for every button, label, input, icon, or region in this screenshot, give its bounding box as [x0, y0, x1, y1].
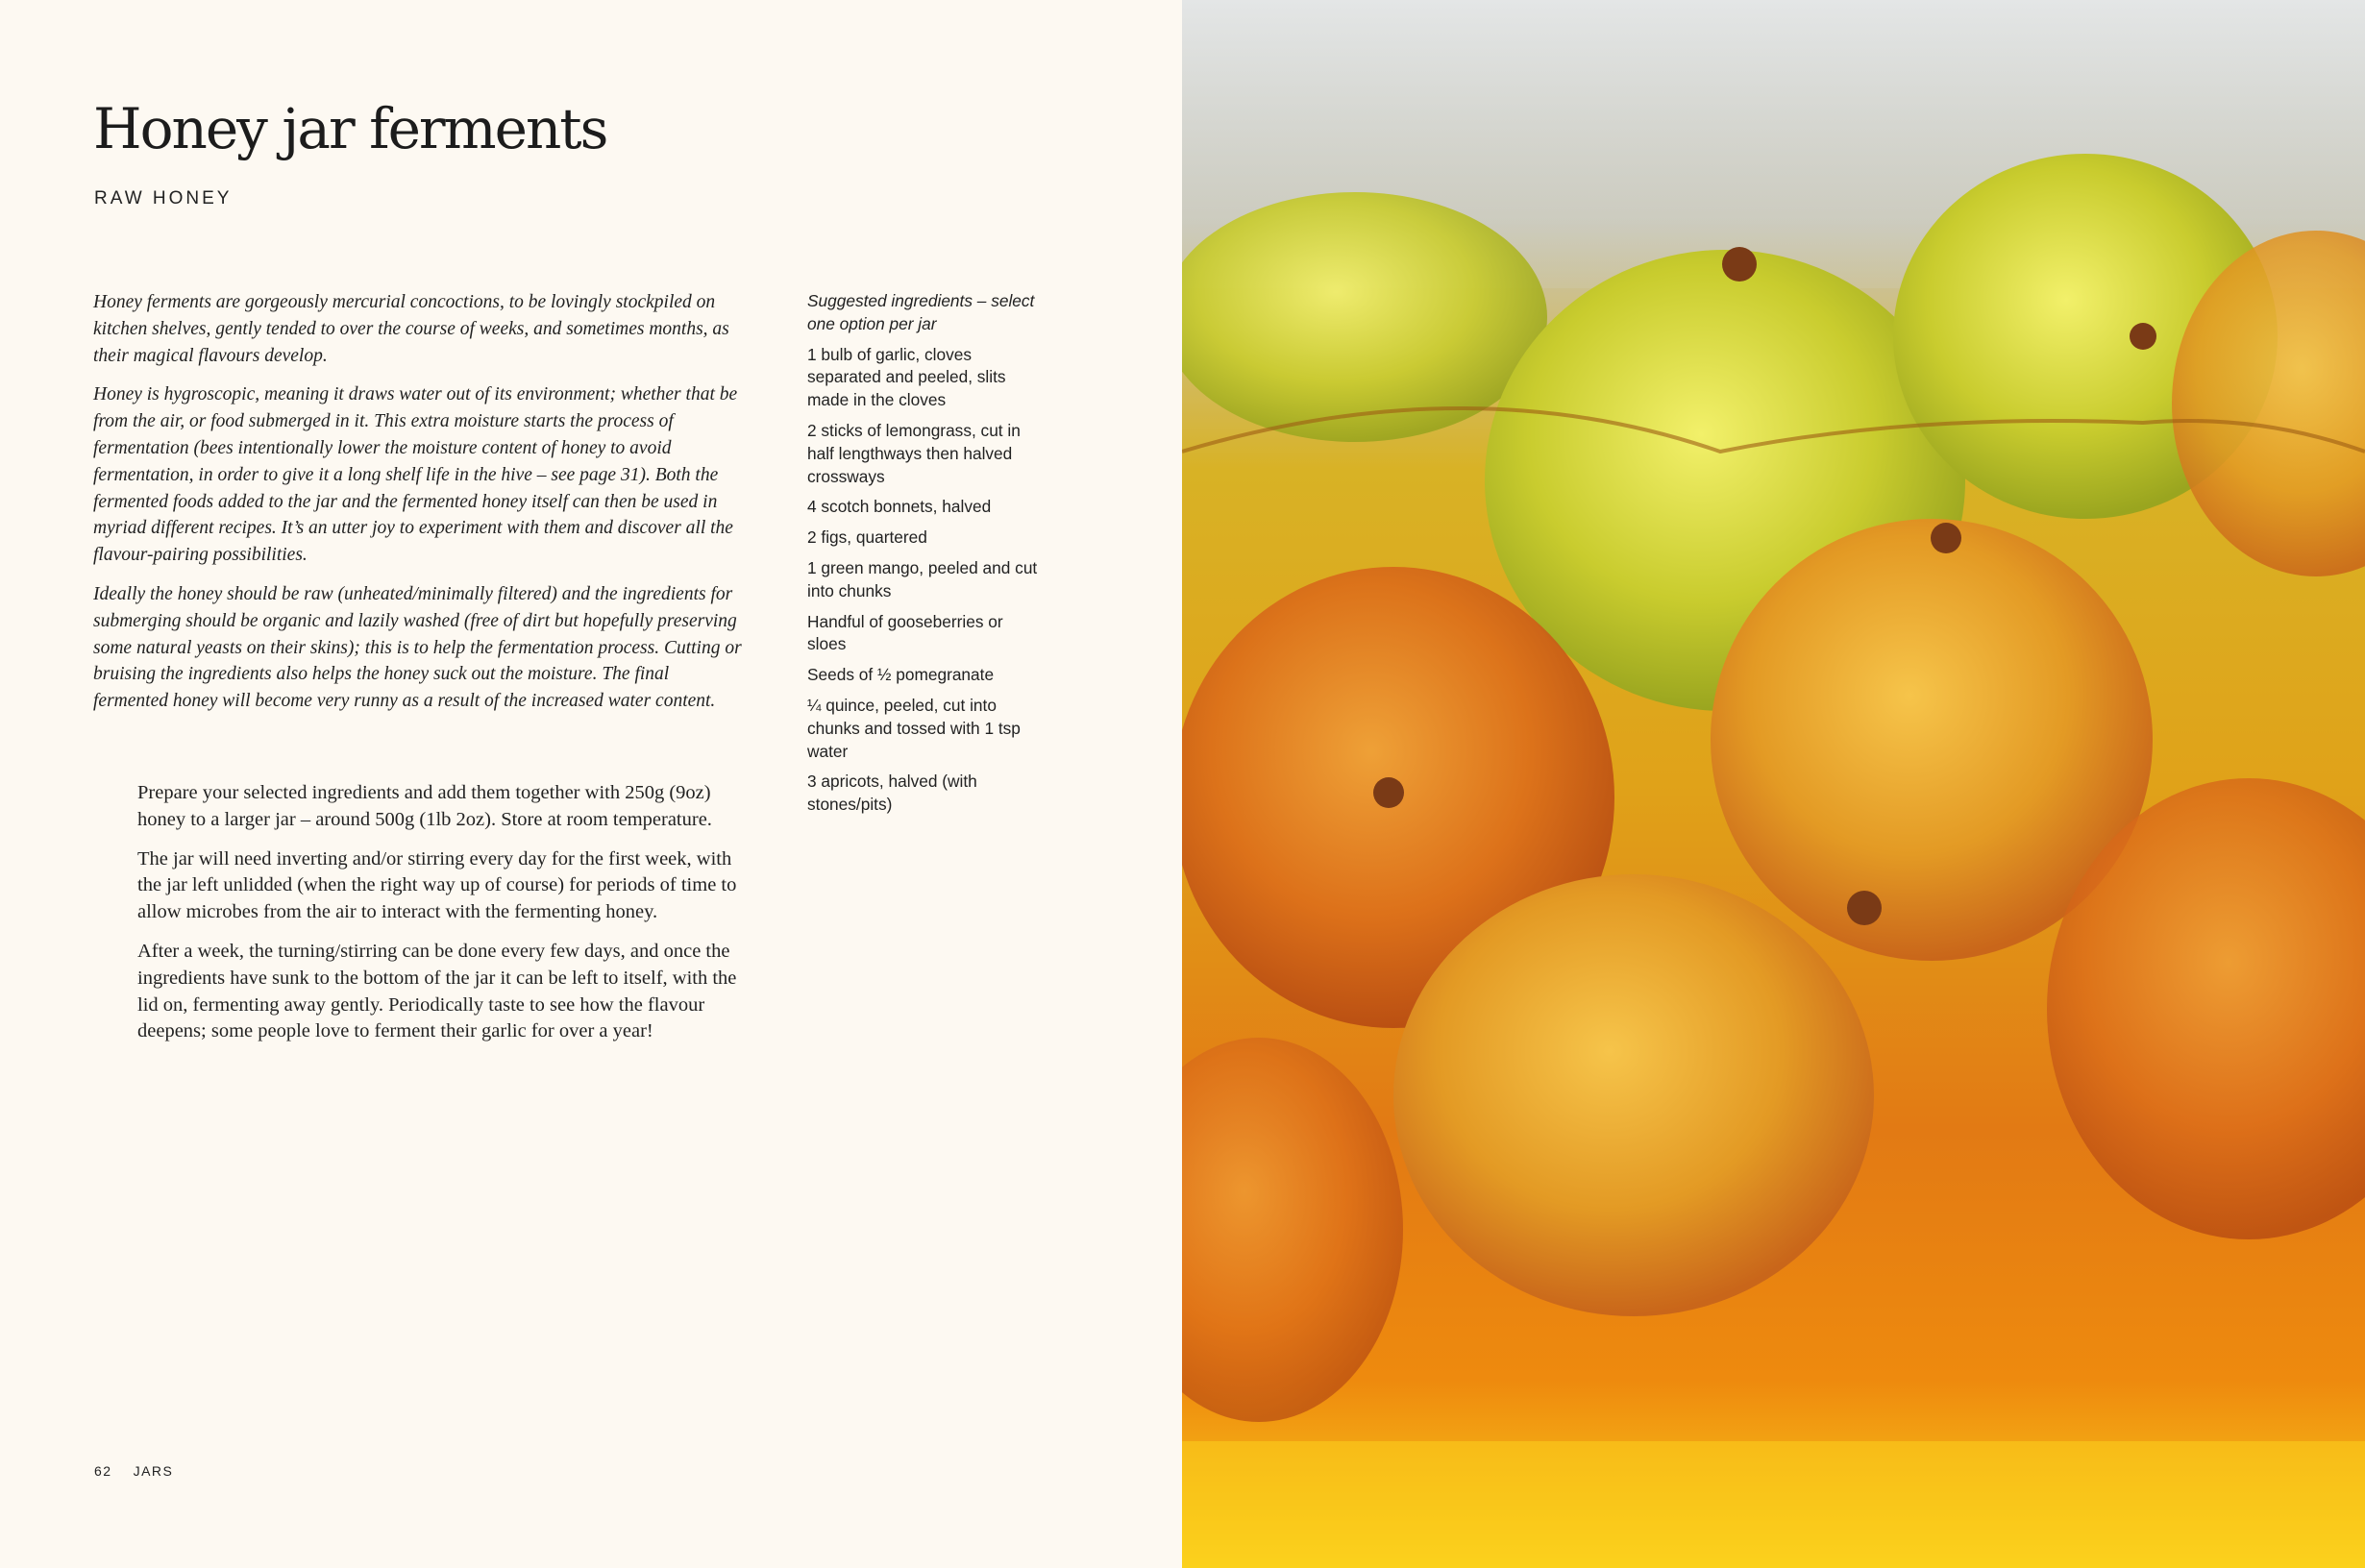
section-name: JARS [133, 1463, 174, 1479]
intro-paragraph: Honey ferments are gorgeously mercurial concoctions, to be lovingly stockpiled on kitchen shelves, gently tended to over the course of weeks, and sometimes months, as their magical flavours develop. [93, 292, 729, 366]
photo-illustration [1182, 0, 2365, 1568]
method-step: After a week, the turning/stirring can be done every few days, and once the ingredients have sunk to the bottom of the jar it can be left to itself, with the lid on, fermenting away gently. Periodically taste to see how the flavour deepens; some people love to ferment their garlic for over a year! [137, 940, 737, 1042]
recipe-subtitle: RAW HONEY [94, 188, 233, 208]
page-title: Honey jar ferments [93, 96, 607, 161]
ingredients-items [807, 344, 1038, 817]
ingredient-item: 1 bulb of garlic, cloves separated and peeled, slits made in the cloves [807, 344, 1006, 410]
gooseberry [1393, 874, 1874, 1316]
intro-text [93, 289, 747, 727]
honey-jar-photo [1182, 0, 2365, 1568]
ingredient-item: 2 sticks of lemongrass, cut in half lengthways then halved crossways [807, 420, 1021, 486]
honey-bottom-glow [1182, 1441, 2365, 1568]
ingredients-heading: Suggested ingredients – select one option per jar [807, 291, 1035, 333]
ingredient-item: 4 scotch bonnets, halved [807, 497, 992, 517]
ingredient-item: Handful of gooseberries or sloes [807, 611, 1003, 654]
ingredients-list [807, 290, 1038, 824]
page-number: 62 [94, 1463, 112, 1479]
intro-paragraph: Ideally the honey should be raw (unheated/minimally filtered) and the ingredients for submerging should be organic and lazily washed (free of dirt but hopefully preserving some natural yeasts on their skins); this is to help the fermentation process. Cutting or bruising the ingredients also helps the honey suck out the moisture. The final fermented honey will become very runny as a result of the increased water content. [93, 583, 742, 712]
ingredient-item: ¼ quince, peeled, cut into chunks and tossed with 1 tsp water [807, 695, 1021, 761]
page-footer [94, 1463, 173, 1479]
method-step: Prepare your selected ingredients and add them together with 250g (9oz) honey to a larger jar – around 500g (1lb 2oz). Store at room temperature. [137, 782, 712, 830]
method-text [137, 780, 752, 1058]
gooseberry [1182, 1038, 1403, 1422]
method-step: The jar will need inverting and/or stirring every day for the first week, with the jar left unlidded (when the right way up of course) for periods of time to allow microbes from the air to interact with the fermenting honey. [137, 847, 737, 923]
ingredient-item: 2 figs, quartered [807, 527, 927, 548]
ingredient-item: Seeds of ½ pomegranate [807, 665, 995, 685]
ingredient-item: 3 apricots, halved (with stones/pits) [807, 772, 977, 815]
ingredient-item: 1 green mango, peeled and cut into chunks [807, 557, 1038, 600]
intro-paragraph: Honey is hygroscopic, meaning it draws water out of its environment; whether that be from the air, or food submerged in it. This extra moisture starts the process of fermentation (bees intentionally lower the moisture content of honey to avoid fermentation, in order to give it a long shelf life in the hive – see page 31). Both the fermented foods added to the jar and the fermented honey itself can then be used in myriad different recipes. It’s an utter joy to experiment with them and discover all the flavour-pairing possibilities. [93, 384, 738, 566]
left-page [0, 0, 1182, 1568]
